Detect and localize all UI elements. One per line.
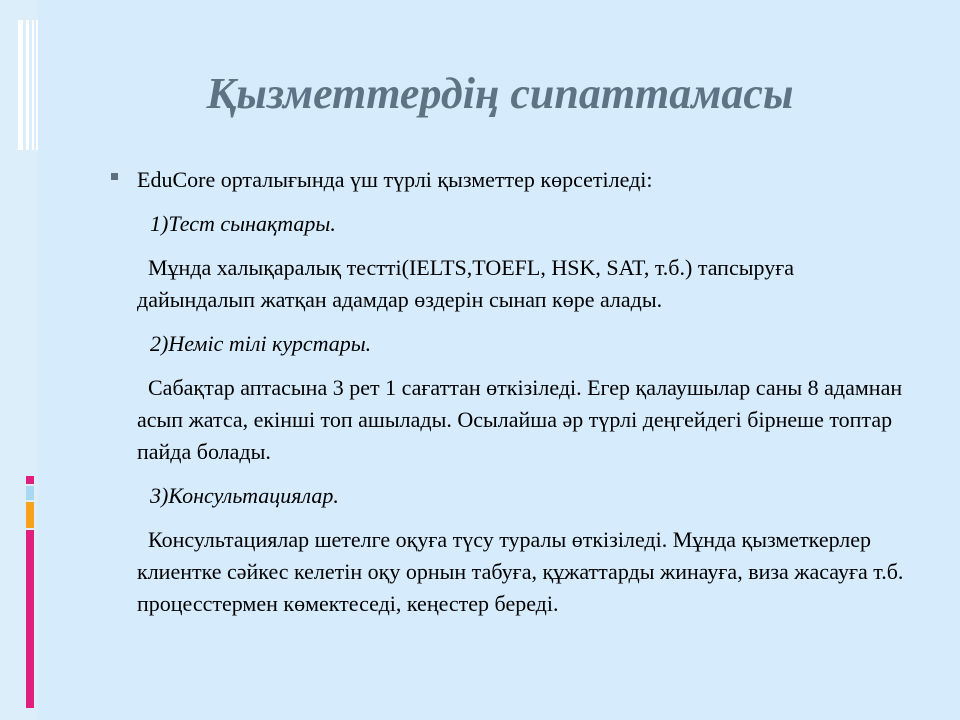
- accent-strip-orange: [26, 502, 34, 528]
- section-body-german-courses: Сабақтар аптасына 3 рет 1 сағаттан өткізіледі. Егер қалаушылар саны 8 адамнан асып жатса, екінші топ ашылады. Осылайша әр түрлі деңгейдегі бірнеше топтар пайда болады.: [137, 375, 903, 464]
- slide-content: [137, 164, 907, 632]
- section-body-tests: Мұнда халықаралық тестті(IELTS,TOEFL, HSK, SAT, т.б.) тапсыруға дайындалып жатқан адамдар өздерін сынап көре алады.: [137, 255, 794, 312]
- section-heading-tests: 1)Тест сынақтары.: [150, 211, 336, 236]
- accent-strip-magenta: [26, 530, 34, 708]
- accent-strip-lightblue: [26, 486, 34, 500]
- section-body-consultations: Консультациялар шетелге оқуға түсу туралы өткізіледі. Мұнда қызметкерлер клиентке сәйкес келетін оқу орнын табуға, құжаттарды жинауға, виза жасауға т.б. процесстермен көмектеседі, кеңестер береді.: [137, 527, 904, 616]
- section-heading-consultations: 3)Консультациялар.: [150, 483, 339, 508]
- accent-strip-magenta-top: [26, 476, 34, 484]
- section-heading-german-courses: 2)Неміс тілі курстары.: [150, 331, 372, 356]
- slide-title: Қызметтердің сипаттамасы: [206, 69, 794, 118]
- bullet-marker: [111, 173, 118, 180]
- intro-text: EduCore орталығында үш түрлі қызметтер көрсетіледі:: [137, 167, 653, 192]
